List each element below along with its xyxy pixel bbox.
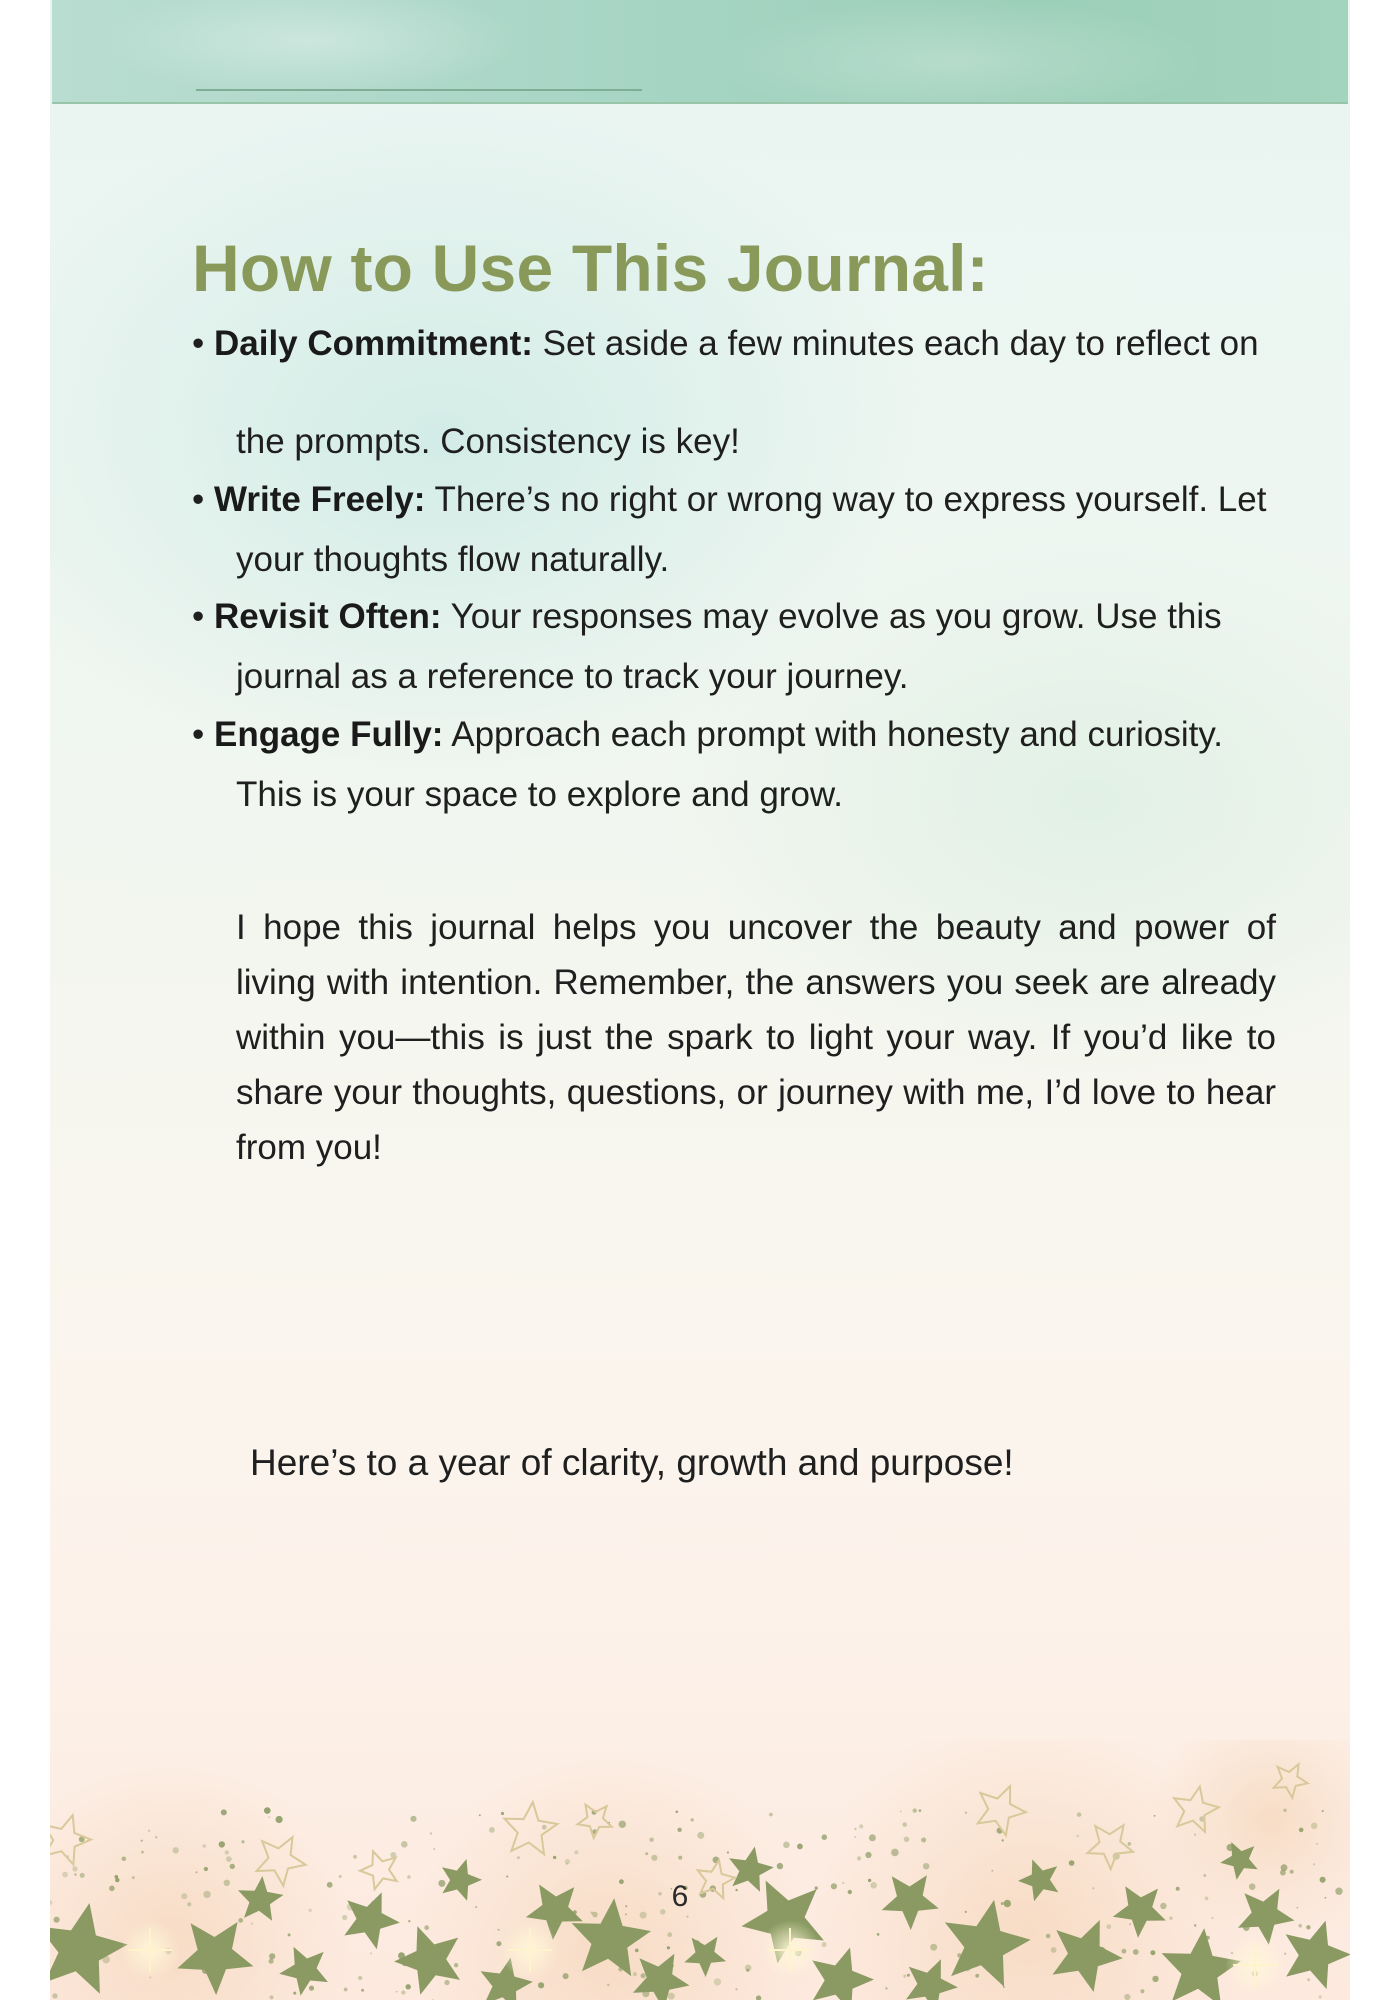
speckle-dot [1284,1953,1286,1955]
speckle-dot [633,1972,637,1976]
speckle-dot [930,1944,937,1951]
speckle-dot [542,1825,547,1830]
speckle-dot [538,1982,544,1988]
speckle-dot [1299,1828,1304,1833]
speckle-dot [353,1855,357,1859]
speckle-dot [1203,1874,1206,1877]
speckle-dot [1129,1923,1131,1925]
page-heading: How to Use This Journal: [192,231,989,305]
speckle-dot [181,1893,187,1899]
speckle-dot [1211,1917,1213,1919]
speckle-dot [327,1882,333,1888]
speckle-dot [408,1920,410,1922]
bullet-label: Write Freely: [213,480,426,519]
speckle-dot [401,1841,408,1848]
speckle-dot [230,1864,235,1869]
speckle-dot [195,1871,197,1873]
bullet-dot: • [192,597,214,636]
bullet-engage-fully [192,713,1223,757]
speckle-dot [109,1886,115,1892]
speckle-dot [923,1863,929,1869]
speckle-dot [686,1916,688,1918]
speckle-dot [1069,1860,1075,1866]
signoff-text: Here’s to a year of clarity, growth and purpose! [250,1442,1014,1483]
speckle-dot [52,1993,57,1998]
bullet-label: Engage Fully: [213,715,444,754]
speckle-dot [677,1828,681,1832]
speckle-dot [406,1984,411,1989]
speckle-dot [1004,1900,1011,1907]
speckle-dot [854,1828,856,1830]
bullet-continuation: the prompts. Consistency is key! [236,422,740,461]
speckle-dot [115,1875,119,1879]
speckle-dot [344,1988,348,1992]
speckle-dot [868,1879,871,1882]
speckle-dot [965,1812,967,1814]
speckle-dot [1150,1950,1155,1955]
speckle-dot [268,1816,270,1818]
speckle-dot [141,1840,143,1842]
speckle-dot [714,1978,721,1985]
speckle-dot [607,1984,610,1987]
bullet-write-freely [192,478,1266,522]
speckle-dot [1313,1863,1315,1865]
speckle-dot [691,1818,694,1821]
speckle-dot [635,1949,639,1953]
speckle-dot [396,1991,398,1993]
speckle-dot [1160,1903,1166,1909]
speckle-dot [1001,1902,1004,1905]
speckle-dot [1194,1834,1196,1836]
speckle-dot [203,1844,206,1847]
speckle-dot [238,1918,243,1923]
speckle-dot [309,1986,314,1991]
speckle-dot [74,1873,76,1875]
speckle-dot [891,1849,899,1857]
speckle-dot [342,1915,347,1920]
speckle-dot [264,1807,271,1814]
speckle-dot [651,1855,657,1861]
bullet-text: There’s no right or wrong way to express yourself. Let [425,480,1267,519]
bullet-text: Your responses may evolve as you grow. Use this [441,597,1222,636]
speckle-dot [815,1886,818,1889]
speckle-dot [454,1963,458,1967]
speckle-dot [563,1973,569,1979]
speckle-dot [72,1866,77,1871]
speckle-dot [1335,1888,1342,1895]
speckle-dot [1306,1925,1310,1929]
speckle-dot [269,1953,275,1959]
speckle-dot [991,1870,993,1872]
speckle-dot [498,1929,500,1931]
speckle-dot [735,1988,737,1990]
speckle-dot [288,1933,291,1936]
speckle-dot [848,1890,852,1894]
speckle-dot [727,1851,729,1853]
speckle-dot [857,1856,861,1860]
speckle-dot [1322,1810,1324,1812]
speckle-dot [885,1987,887,1989]
speckle-dot [479,1814,481,1816]
speckle-dot [501,1812,504,1815]
speckle-dot [919,1809,922,1812]
speckle-dot [1152,1976,1158,1982]
speckle-dot [746,1969,749,1972]
speckle-dot [859,1824,863,1828]
speckle-dot [625,1914,627,1916]
speckle-dot [433,1848,435,1850]
speckle-dot [1176,1887,1180,1891]
speckle-dot [678,1856,682,1860]
bullet-text: Approach each prompt with honesty and curiosity. [443,715,1223,754]
speckle-dot [226,1856,232,1862]
speckle-dot [822,1834,828,1840]
speckle-dot [907,1974,910,1977]
bullet-continuation: journal as a reference to track your journey. [236,657,909,696]
journal-page [50,0,1350,2000]
speckle-dot [361,1989,364,1992]
speckle-dot [1133,1949,1139,1955]
speckle-dot [225,1850,229,1854]
speckle-dot [339,1875,342,1878]
speckle-dot [1311,1823,1318,1830]
speckle-dot [309,1909,312,1912]
speckle-dot [769,1813,773,1817]
header-divider-line [196,89,642,91]
speckle-dot [1046,1934,1051,1939]
speckle-dot [80,1873,85,1878]
speckle-dot [187,1902,191,1906]
speckle-dot [842,1882,844,1884]
speckle-dot [1320,1877,1326,1883]
speckle-dot [1122,1949,1127,1954]
speckle-dot [506,1876,508,1878]
speckle-dot [900,1811,902,1813]
speckle-dot [913,1808,917,1812]
speckle-dot [645,1852,648,1855]
bullet-revisit-often [192,595,1222,639]
speckle-dot [831,1883,837,1889]
speckle-dot [1283,1809,1286,1812]
speckle-dot [438,1880,445,1887]
speckle-dot [293,1992,296,1995]
speckle-dot [877,1933,880,1936]
speckle-dot [410,1816,416,1822]
speckle-dot [565,1859,570,1864]
bullet-label: Revisit Often: [213,597,442,636]
speckle-dot [854,1836,856,1838]
speckle-dot [1154,1815,1156,1817]
speckle-dot [869,1834,876,1841]
speckle-dot [173,1847,179,1853]
speckle-dot [676,1811,679,1814]
speckle-dot [122,1857,127,1862]
speckle-dot [1316,1843,1318,1845]
speckle-dot [902,1822,907,1827]
speckle-dot [1280,1870,1286,1876]
speckle-dot [475,1906,477,1908]
speckle-dot [553,1856,556,1859]
speckle-dot [155,1836,157,1838]
speckle-dot [619,1879,624,1884]
speckle-dot [115,1878,119,1882]
speckle-dot [697,1832,704,1839]
speckle-dot [517,1856,520,1859]
speckle-dot [489,1827,495,1833]
bullet-daily-commitment [192,322,1259,366]
speckle-dot [1076,1835,1079,1838]
speckle-dot [921,1838,926,1843]
speckle-dot [430,1832,432,1834]
speckle-dot [865,1852,871,1858]
speckle-dot [574,1850,578,1854]
speckle-dot [1124,1994,1130,2000]
speckle-dot [358,1976,362,1980]
speckle-dot [219,1841,225,1847]
speckle-dot [1319,1995,1322,1998]
speckle-dot [141,1851,144,1854]
bullet-dot: • [192,715,214,754]
speckle-dot [1140,1989,1144,1993]
speckle-dot [132,1876,135,1879]
speckle-dot [424,1925,429,1930]
speckle-dot [1051,1947,1057,1953]
speckle-dot [203,1891,210,1898]
speckle-dot [224,1880,230,1886]
speckle-dot [1296,1907,1298,1909]
bullet-label: Daily Commitment: [213,324,533,363]
bullet-dot: • [192,324,214,363]
bullet-continuation: your thoughts flow naturally. [236,540,670,579]
speckle-dot [54,1917,60,1923]
speckle-dot [965,1911,967,1913]
speckle-dot [797,1844,803,1850]
closing-paragraph: I hope this journal helps you uncover the beauty and power of living with intention. Remember, the answers you seek are already within you—this is just the spark to light your way. If you’d like to share your thoughts, questions, or journey with me, I’d love to hear from you! [236,908,1276,1167]
speckle-dot [904,1837,910,1843]
speckle-dot [1194,1924,1196,1926]
speckle-dot [444,1980,449,1985]
speckle-dot [276,1816,283,1823]
page-number: 6 [671,1880,689,1913]
speckle-dot [1002,1839,1004,1841]
speckle-dot [777,1863,783,1869]
speckle-dot [640,1912,647,1919]
speckle-dot [1092,1887,1094,1889]
bullet-continuation: This is your space to explore and grow. [236,775,843,814]
speckle-dot [1249,1883,1256,1890]
speckle-dot [62,1872,68,1878]
speckle-dot [590,1911,593,1914]
speckle-dot [668,1993,675,2000]
bullet-text: Set aside a few minutes each day to reflect on [532,324,1259,363]
speckle-dot [269,1959,274,1964]
speckle-dot [1169,1917,1172,1920]
speckle-dot [1298,1924,1302,1928]
speckle-dot [370,1952,372,1954]
speckle-dot [1205,1897,1209,1901]
speckle-dot [1128,1842,1132,1846]
speckle-dot [1325,1897,1327,1899]
speckle-dot [822,1942,827,1947]
bullet-dot: • [192,480,214,519]
speckle-dot [1106,1924,1111,1929]
speckle-dot [649,1838,653,1842]
speckle-dot [204,1867,208,1871]
speckle-dot [625,1905,627,1907]
speckle-dot [221,1809,227,1815]
speckle-dot [667,1946,670,1949]
speckle-dot [1307,1978,1310,1981]
speckle-dot [1077,1813,1081,1817]
speckle-dot [241,1840,244,1843]
speckle-dot [619,1821,626,1828]
speckle-dot [903,1975,906,1978]
speckle-dot [641,1973,646,1978]
speckle-dot [783,1842,790,1849]
speckle-dot [1290,1870,1294,1874]
speckle-dot [870,1882,877,1889]
speckle-dot [269,1995,273,1999]
speckle-dot [401,1990,405,1994]
star-border-decoration [50,1740,1350,2000]
speckle-dot [148,1830,151,1833]
speckle-dot [975,1974,979,1978]
speckle-dot [407,1875,411,1879]
speckle-dot [735,1889,737,1891]
speckle-dot [667,1932,672,1937]
speckle-dot [251,1923,253,1925]
